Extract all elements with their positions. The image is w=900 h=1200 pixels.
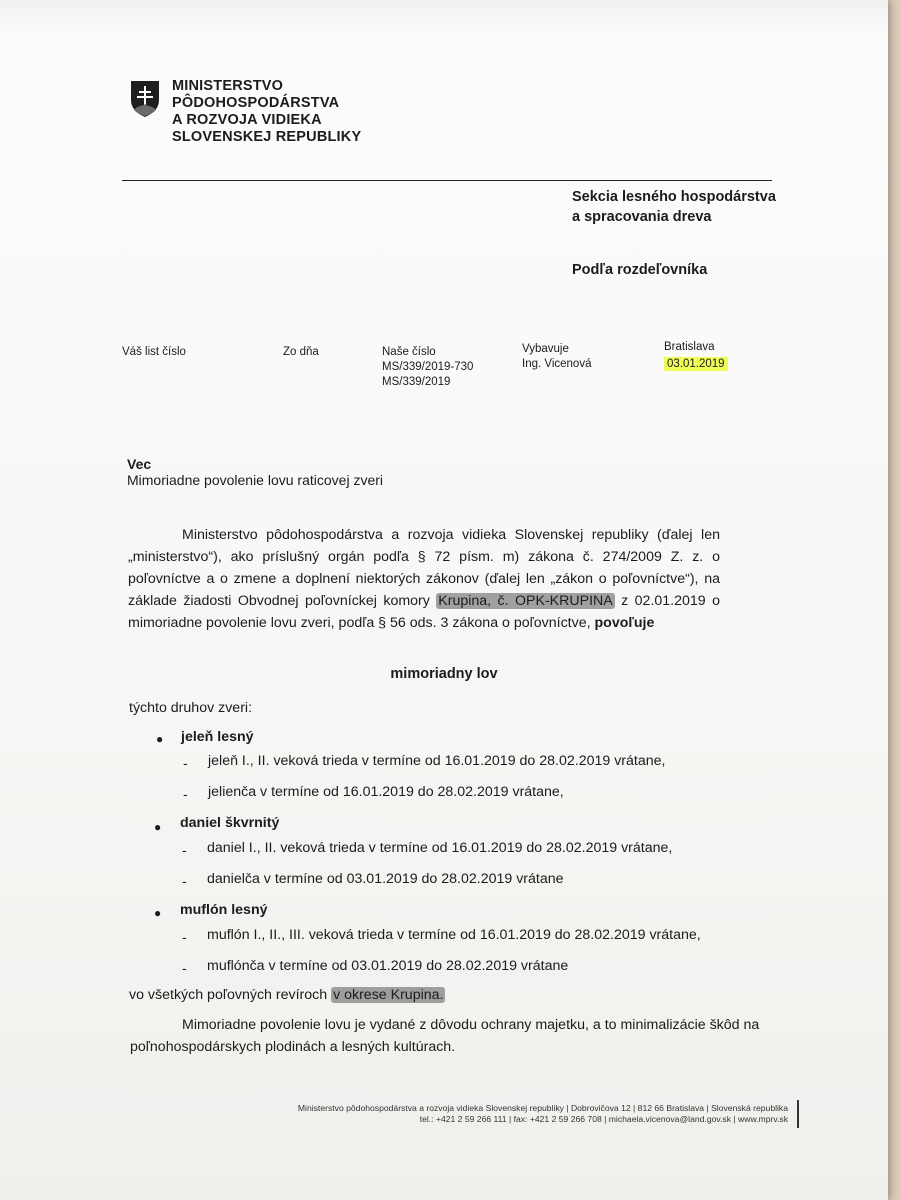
page-shade bbox=[0, 0, 888, 40]
slovak-coat-of-arms-icon bbox=[130, 80, 160, 118]
dash-icon: - bbox=[182, 961, 187, 977]
ministry-line: A ROZVOJA VIDIEKA bbox=[172, 112, 322, 128]
handled-by-label: Vybavuje bbox=[522, 343, 569, 355]
ministry-line: SLOVENSKEJ REPUBLIKY bbox=[172, 129, 362, 145]
dash-icon: - bbox=[182, 930, 187, 946]
species-intro: týchto druhov zveri: bbox=[129, 700, 253, 716]
decision-heading: mimoriadny lov bbox=[390, 666, 498, 682]
ministry-line: PÔDOHOSPODÁRSTVA bbox=[172, 95, 340, 111]
intro-paragraph bbox=[128, 524, 720, 634]
intro-text-2: z 02.01.2019 o mimoriadne povolenie lovu zveri, podľa § 56 ods. 3 zákona o poľovníctve, bbox=[128, 593, 720, 631]
species-item: jeleň I., II. veková trieda v termíne od 16.01.2019 do 28.02.2019 vrátane, bbox=[208, 753, 666, 769]
section-name bbox=[572, 187, 776, 227]
closing-line-2: poľnohospodárskych plodinách a lesných kultúrach. bbox=[130, 1039, 456, 1055]
section-line: Sekcia lesného hospodárstva bbox=[572, 189, 776, 205]
place-date-block bbox=[664, 340, 728, 372]
footer-contact: tel.: +421 2 59 266 111 | fax: +421 2 59 266 708 | michaela.vicenova@land.gov.sk | www.mprv.sk bbox=[419, 1114, 788, 1124]
our-number-1: MS/339/2019-730 bbox=[382, 361, 474, 373]
from-date-label: Zo dňa bbox=[283, 346, 319, 358]
header-divider bbox=[122, 180, 772, 181]
bullet-dot-icon: ● bbox=[156, 732, 164, 746]
date-highlighted: 03.01.2019 bbox=[664, 357, 728, 371]
ministry-line: MINISTERSTVO bbox=[172, 78, 284, 94]
dash-icon: - bbox=[183, 756, 188, 772]
handled-by-block bbox=[522, 342, 591, 372]
recipient-label: Podľa rozdeľovníka bbox=[572, 262, 708, 278]
dash-icon: - bbox=[182, 874, 187, 890]
footer-bar bbox=[797, 1100, 799, 1128]
species-name: daniel škvrnitý bbox=[180, 815, 280, 831]
species-item: muflón I., II., III. veková trieda v termíne od 16.01.2019 do 28.02.2019 vrátane, bbox=[207, 927, 701, 943]
page-footer bbox=[296, 1103, 788, 1125]
our-number-label: Naše číslo bbox=[382, 346, 436, 358]
place-label: Bratislava bbox=[664, 341, 715, 353]
species-item: muflónča v termíne od 03.01.2019 do 28.02.2019 vrátane bbox=[207, 958, 569, 974]
dash-icon: - bbox=[183, 787, 188, 803]
species-name: muflón lesný bbox=[180, 902, 268, 918]
bullet-dot-icon: ● bbox=[154, 906, 162, 920]
species-item: danielča v termíne od 03.01.2019 do 28.02.2019 vrátane bbox=[207, 871, 564, 887]
handled-by-value: Ing. Vicenová bbox=[522, 358, 592, 370]
species-item: daniel I., II. veková trieda v termíne od 16.01.2019 do 28.02.2019 vrátane, bbox=[207, 840, 673, 856]
intro-verb: povoľuje bbox=[594, 615, 655, 631]
bullet-dot-icon: ● bbox=[154, 820, 162, 834]
intro-highlight: Krupina, č. OPK-KRUPINA bbox=[438, 593, 613, 609]
dash-icon: - bbox=[182, 843, 187, 859]
footer-address: Ministerstvo pôdohospodárstva a rozvoja vidieka Slovenskej republiky | Dobrovičova 12 | 812 66 Bratislava | Slovenská republika bbox=[297, 1103, 788, 1113]
our-number-2: MS/339/2019 bbox=[382, 376, 451, 388]
scope-line bbox=[129, 987, 445, 1003]
closing-line-1: Mimoriadne povolenie lovu je vydané z dôvodu ochrany majetku, a to minimalizácie škôd na bbox=[182, 1017, 760, 1033]
scope-highlight: v okrese Krupina. bbox=[333, 987, 444, 1003]
subject-title: Mimoriadne povolenie lovu raticovej zveri bbox=[127, 472, 384, 488]
your-letter-label: Váš list číslo bbox=[122, 346, 186, 358]
our-number-block bbox=[382, 345, 473, 390]
intro-text-1: Ministerstvo pôdohospodárstva a rozvoja vidieka Slovenskej republiky (ďalej len „ministerstvo“), ako príslušný orgán podľa § 72 písm. m) zákona č. 274/2009 Z. z. o poľovníctve a o zmene a doplnení niektorých zákonov (ďalej len „zákon o poľovníctve“), na základe žiadosti Obvodnej poľovníckej komory bbox=[128, 527, 720, 609]
ministry-name bbox=[172, 78, 361, 146]
subject-label: Vec bbox=[127, 456, 152, 472]
species-item: jelienča v termíne od 16.01.2019 do 28.02.2019 vrátane, bbox=[208, 784, 564, 800]
scope-text: vo všetkých poľovných revíroch bbox=[129, 987, 332, 1003]
section-line: a spracovania dreva bbox=[572, 209, 712, 225]
species-name: jeleň lesný bbox=[181, 729, 254, 745]
